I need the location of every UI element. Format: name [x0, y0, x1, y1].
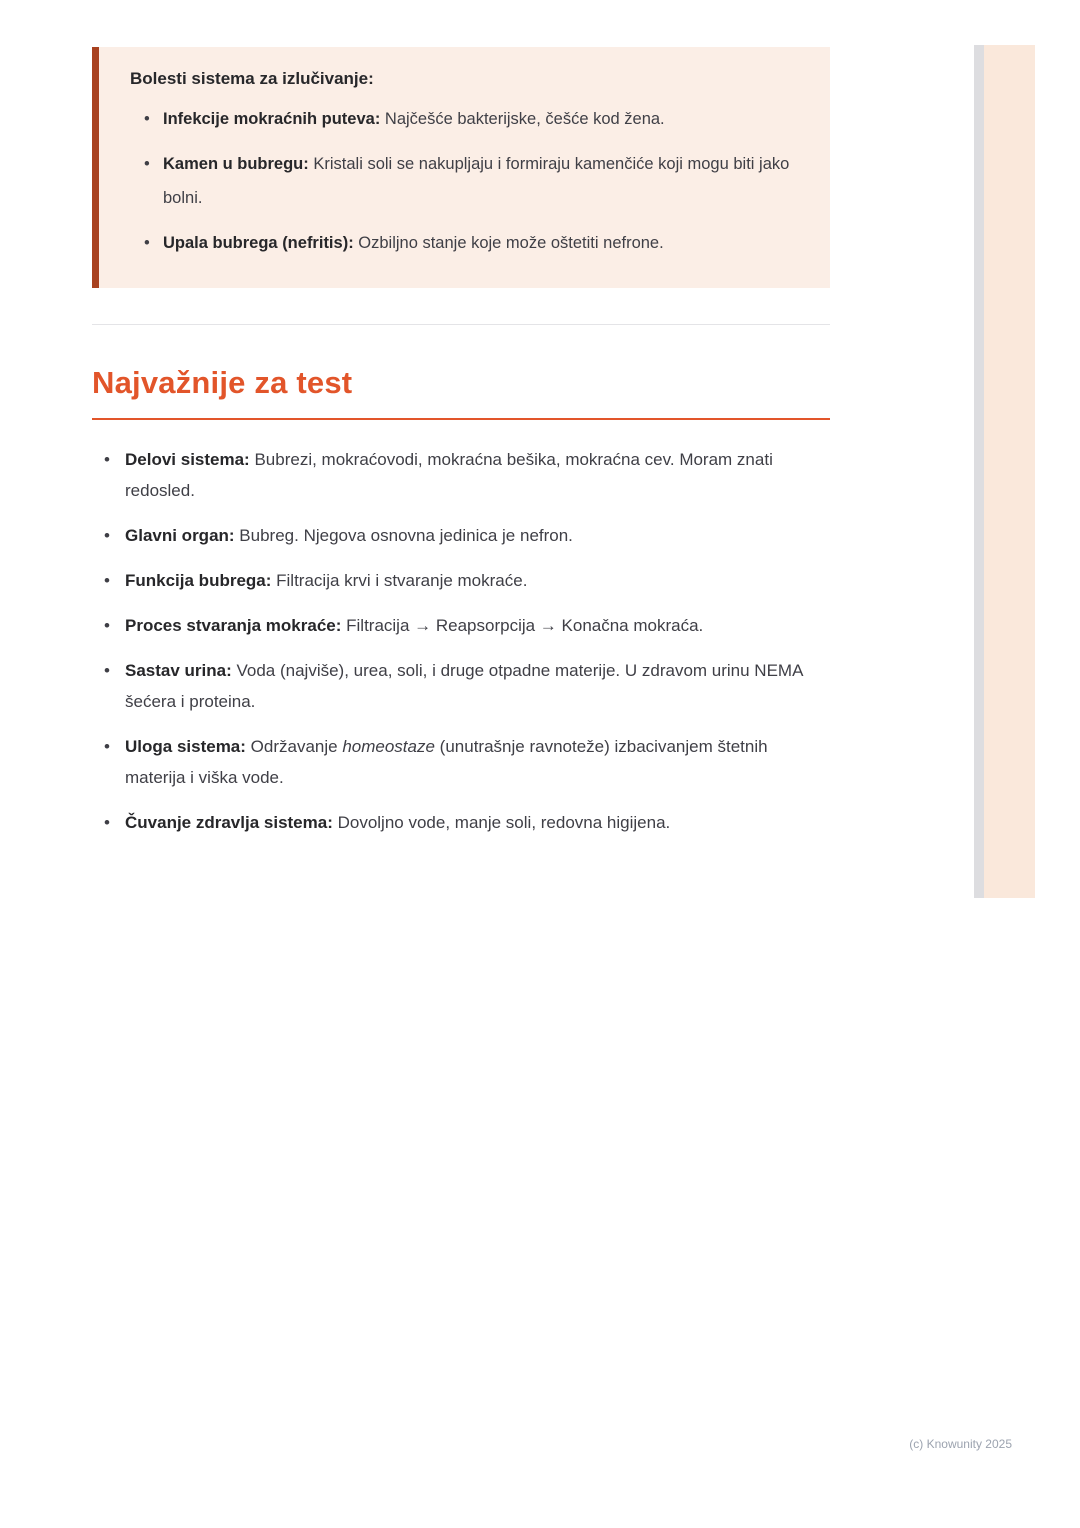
notes-list [92, 444, 830, 838]
callout-list [130, 102, 802, 260]
item-term: Sastav urina: [125, 660, 232, 680]
item-term: Upala bubrega (nefritis): [163, 233, 354, 252]
item-term: Uloga sistema: [125, 736, 246, 756]
item-text: Kristali soli se nakupljaju i formiraju kamenčiće koji mogu biti jako bolni. [163, 154, 790, 207]
page-edge-peach-strip [984, 45, 1035, 898]
notes-list-item [92, 731, 830, 793]
notes-list-item [92, 444, 830, 506]
item-text: Bubreg. Njegova osnovna jedinica je nefron. [234, 525, 573, 545]
item-term: Čuvanje zdravlja sistema: [125, 812, 333, 832]
item-italic-term: homeostaze [342, 736, 435, 756]
page-content [92, 0, 830, 838]
page-edge-gray-strip [974, 45, 984, 898]
item-text: Održavanje [245, 736, 343, 756]
item-text: Dovoljno vode, manje soli, redovna higijena. [332, 812, 671, 832]
item-term: Kamen u bubregu: [163, 154, 309, 173]
heading-underline-rule [92, 418, 830, 420]
footer-copyright: (c) Knowunity 2025 [909, 1437, 1012, 1451]
section-heading: Najvažnije za test [92, 364, 353, 400]
callout-diseases-box [92, 47, 830, 288]
item-term: Infekcije mokraćnih puteva: [163, 109, 381, 128]
callout-list-item [130, 102, 802, 136]
callout-list-item [130, 226, 802, 260]
item-term: Funkcija bubrega: [125, 570, 272, 590]
item-text: Voda (najviše), urea, soli, i druge otpadne materije. U zdravom urinu NEMA šećera i proteina. [125, 660, 803, 711]
item-text: Bubrezi, mokraćovodi, mokraćna bešika, mokraćna cev. Moram znati redosled. [125, 449, 773, 500]
item-term: Glavni organ: [125, 525, 235, 545]
item-term: Proces stvaranja mokraće: [125, 615, 342, 635]
item-text: Najčešće bakterijske, češće kod žena. [380, 109, 665, 128]
callout-list-item [130, 147, 802, 215]
notes-list-item [92, 655, 830, 717]
notes-list-item [92, 565, 830, 596]
item-term: Delovi sistema: [125, 449, 250, 469]
callout-title: Bolesti sistema za izlučivanje: [130, 69, 374, 88]
item-text: (unutrašnje ravnoteže) izbacivanjem štetnih materija i viška vode. [125, 736, 768, 787]
item-text: Filtracija krvi i stvaranje mokraće. [271, 570, 528, 590]
notes-list-item [92, 610, 830, 641]
item-text: Ozbiljno stanje koje može oštetiti nefrone. [353, 233, 664, 252]
notes-list-item [92, 807, 830, 838]
notes-list-item [92, 520, 830, 551]
item-text: Filtracija → Reapsorpcija → Konačna mokraća. [341, 615, 704, 635]
section-divider [92, 324, 830, 325]
